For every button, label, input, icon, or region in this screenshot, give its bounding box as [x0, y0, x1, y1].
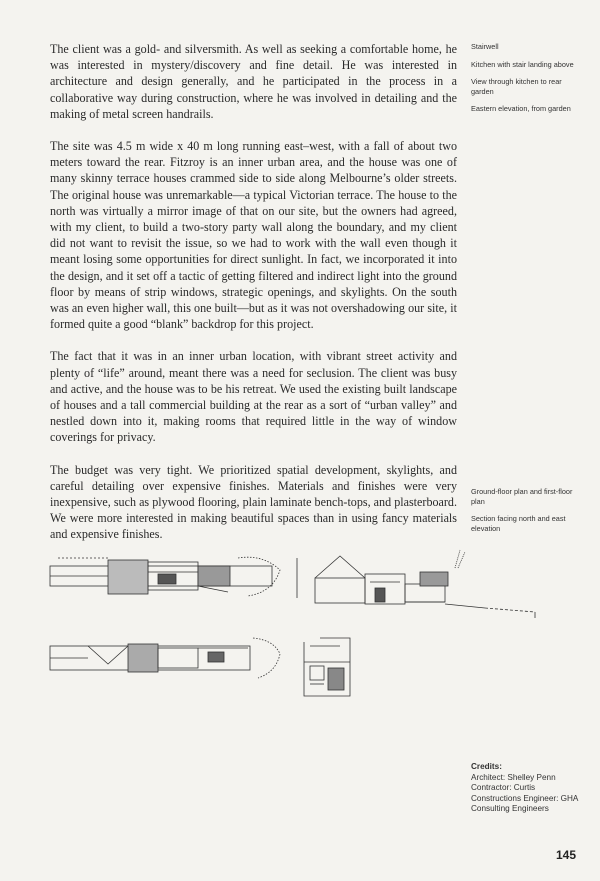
credits-block	[471, 762, 591, 815]
caption-section: Section facing north and east elevation	[471, 514, 566, 533]
caption-stairwell: Stairwell	[471, 42, 499, 51]
photo-captions	[471, 42, 583, 122]
page-number: 145	[556, 848, 577, 862]
caption-view: View through kitchen to rear garden	[471, 77, 562, 96]
credit-engineer-line2: Consulting Engineers	[471, 804, 549, 814]
credit-contractor: Contractor: Curtis	[471, 783, 536, 793]
paragraph-location: The fact that it was in an inner urban location, with vibrant street activity and plenty of “life” around, meant there was a need for seclusion. The client was busy and active, and the house was to be his retreat. We used the existing built landscape of houses and a tall commercial building at the rear as a sort of “urban valley” and nestled down into it, making rooms that required little in the way of window coverings for privacy.	[50, 349, 457, 445]
credit-engineer-line1: Constructions Engineer: GHA	[471, 793, 579, 803]
credit-architect: Architect: Shelley Penn	[471, 772, 556, 782]
ground-floor-plan-drawing	[48, 552, 286, 602]
caption-floor-plans: Ground-floor plan and first-floor plan	[471, 487, 573, 506]
paragraph-budget: The budget was very tight. We prioritized spatial development, skylights, and careful detailing over expensive finishes. Materials and finishes were very inexpensive, such as plywood flooring, plain laminate bench-tops, and plasterboard. We were more interested in making beautiful spaces than in using fancy materials and expensive finishes.	[50, 462, 457, 542]
caption-kitchen: Kitchen with stair landing above	[471, 59, 574, 69]
first-floor-plan-drawing	[48, 634, 286, 684]
drawing-captions	[471, 487, 583, 541]
body-text	[50, 41, 457, 559]
caption-eastern-elevation: Eastern elevation, from garden	[471, 104, 571, 114]
credits-heading: Credits:	[471, 762, 502, 771]
paragraph-client: The client was a gold- and silversmith. As well as seeking a comfortable home, he was interested in mystery/discovery and fine detail. He was interested in architecture and design generally, and he participated in the process in a collaborative way during construction, where he was involved in detailing and the making of metal screen handrails.	[50, 42, 457, 121]
section-detail-drawing	[300, 634, 360, 702]
paragraph-site: The site was 4.5 m wide x 40 m long running east–west, with a fall of about two meters toward the rear. Fitzroy is an inner urban area, and the house was one of many skinny terrace houses crammed side to side along Melbourne’s older streets. The original house was unremarkable—a typical Victorian terrace. The house to the north was virtually a mirror image of that on our site, but the owners had agreed, with my client, to build a two-story party wall along the boundary, and my client did not want to revisit the issue, so we had to work with the wall even though it meant losing some opportunities for direct sunlight. In fact, we incorporated it into the design, and it set off a tactic of getting filtered and indirect light into the ground floor by means of strip windows, strategic openings, and skylights. On the south was an even higher wall, this one built—but as it was not overshadowing our site, it formed quite a good “blank” backdrop for this project.	[50, 139, 457, 332]
section-north-drawing	[295, 548, 545, 626]
